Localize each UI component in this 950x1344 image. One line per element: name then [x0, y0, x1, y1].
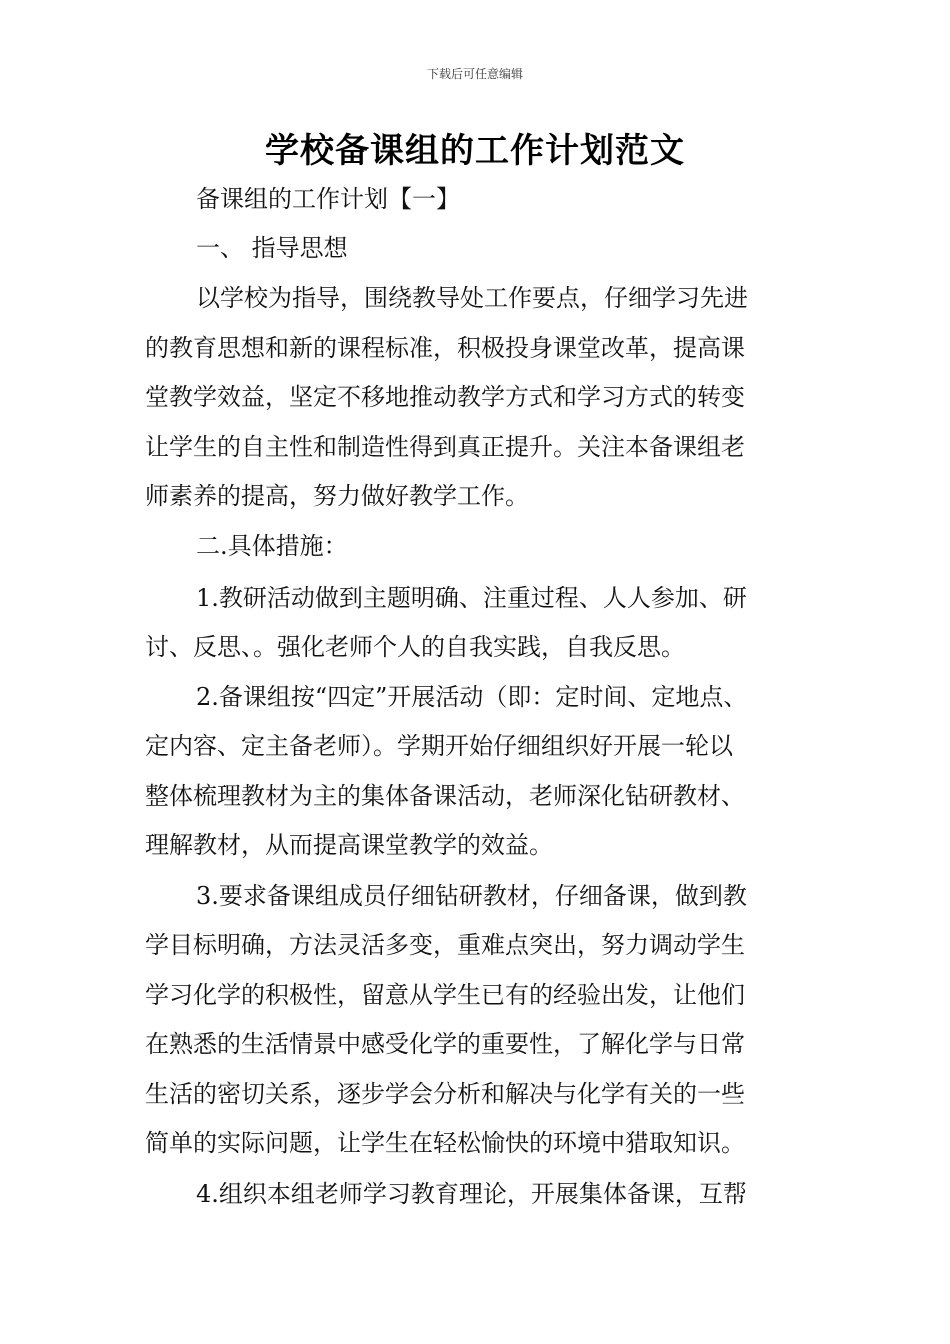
paragraph-line: 在熟悉的生活情景中感受化学的重要性，了解化学与日常: [145, 1030, 745, 1058]
subsection-heading: 二.具体措施：: [196, 532, 348, 560]
paragraph-line: 3.要求备课组成员仔细钻研教材，仔细备课，做到教: [196, 882, 747, 910]
paragraph-line: 整体梳理教材为主的集体备课活动，老师深化钻研教材、: [145, 782, 745, 810]
paragraph-line: 生活的密切关系，逐步学会分析和解决与化学有关的一些: [145, 1080, 745, 1108]
paragraph-line: 理解教材，从而提高课堂教学的效益。: [145, 831, 553, 859]
paragraph-line: 学习化学的积极性，留意从学生已有的经验出发，让他们: [145, 981, 745, 1009]
paragraph-line: 师素养的提高，努力做好教学工作。: [145, 482, 529, 510]
paragraph-line: 的教育思想和新的课程标准，积极投身课堂改革，提高课: [145, 334, 745, 362]
paragraph-line: 4.组织本组老师学习教育理论，开展集体备课，互帮: [196, 1180, 747, 1208]
paragraph-line: 以学校为指导，围绕教导处工作要点，仔细学习先进: [196, 284, 748, 312]
paragraph-line: 2.备课组按“四定”开展活动（即：定时间、定地点、: [196, 683, 748, 711]
paragraph-line: 1.教研活动做到主题明确、注重过程、人人参加、研: [196, 584, 747, 612]
paragraph-line: 让学生的自主性和制造性得到真正提升。关注本备课组老: [145, 433, 745, 461]
subsection-heading: 一、 指导思想: [196, 234, 348, 262]
paragraph-line: 讨、反思、。强化老师个人的自我实践，自我反思。: [145, 633, 685, 661]
paragraph-line: 堂教学效益，坚定不移地推动教学方式和学习方式的转变: [145, 383, 745, 411]
paragraph-line: 简单的实际问题，让学生在轻松愉快的环境中猎取知识。: [145, 1129, 745, 1157]
paragraph-line: 学目标明确，方法灵活多变，重难点突出，努力调动学生: [145, 931, 745, 959]
paragraph-line: 定内容、定主备老师）。学期开始仔细组织好开展一轮以: [145, 732, 733, 760]
document-title: 学校备课组的工作计划范文: [265, 131, 685, 171]
section-heading: 备课组的工作计划【一】: [196, 185, 460, 213]
page-header-note: 下载后可任意编辑: [426, 67, 523, 81]
